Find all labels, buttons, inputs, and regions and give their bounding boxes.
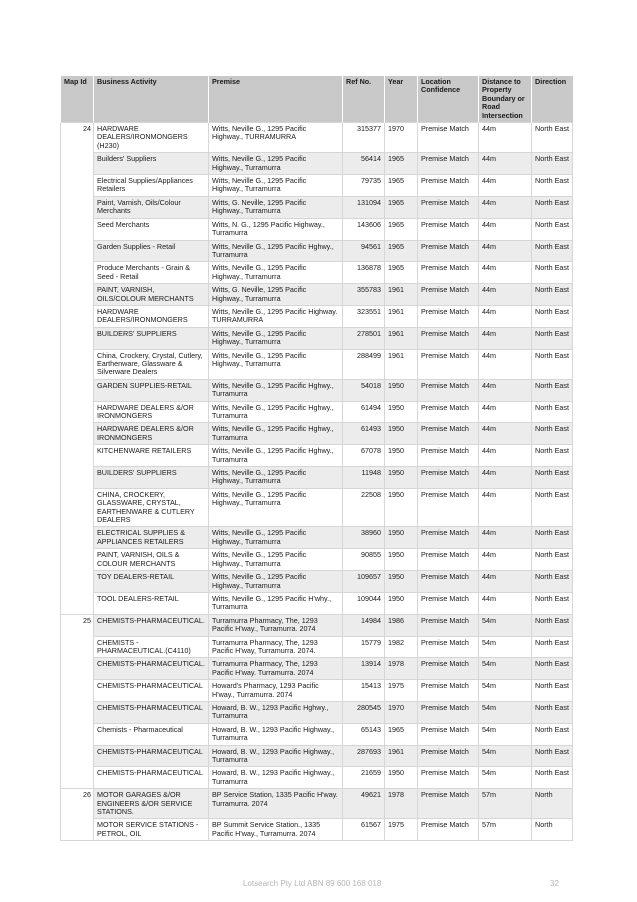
cell-ref-no: 11948	[343, 467, 385, 489]
cell-map-id	[61, 527, 94, 549]
table-row	[61, 196, 573, 218]
cell-premise: Witts, Neville G., 1295 Pacific Highway., Turramurra	[209, 527, 343, 549]
table-row	[61, 549, 573, 571]
cell-business-activity: Garden Supplies - Retail	[94, 240, 209, 262]
cell-ref-no: 67078	[343, 445, 385, 467]
cell-direction: North East	[532, 701, 573, 723]
cell-year: 1950	[385, 423, 418, 445]
cell-ref-no: 54018	[343, 379, 385, 401]
cell-year: 1970	[385, 123, 418, 153]
cell-year: 1978	[385, 658, 418, 680]
cell-premise: Witts, Neville G., 1295 Pacific Hghwy., Turramurra	[209, 240, 343, 262]
cell-distance: 44m	[479, 284, 532, 306]
cell-distance: 54m	[479, 658, 532, 680]
cell-business-activity: BUILDERS' SUPPLIERS	[94, 467, 209, 489]
cell-map-id	[61, 767, 94, 789]
cell-distance: 44m	[479, 175, 532, 197]
table-row	[61, 240, 573, 262]
cell-distance: 44m	[479, 153, 532, 175]
table-row	[61, 680, 573, 702]
cell-location-confidence: Premise Match	[418, 123, 479, 153]
cell-year: 1961	[385, 305, 418, 327]
cell-premise: Witts, Neville G., 1295 Pacific Highway., Turramurra	[209, 327, 343, 349]
cell-business-activity: Seed Merchants	[94, 218, 209, 240]
table-row	[61, 636, 573, 658]
table-row	[61, 305, 573, 327]
cell-premise: Witts, Neville G., 1295 Pacific Highway., Turramurra	[209, 153, 343, 175]
cell-location-confidence: Premise Match	[418, 262, 479, 284]
table-row	[61, 467, 573, 489]
cell-ref-no: 61494	[343, 401, 385, 423]
cell-premise: Turramurra Pharmacy, The, 1293 Pacific H'way, Turramurra. 2074.	[209, 636, 343, 658]
cell-direction: North East	[532, 196, 573, 218]
cell-location-confidence: Premise Match	[418, 379, 479, 401]
cell-ref-no: 287693	[343, 745, 385, 767]
cell-year: 1961	[385, 284, 418, 306]
cell-distance: 44m	[479, 592, 532, 614]
records-body	[61, 123, 573, 841]
cell-ref-no: 49621	[343, 789, 385, 819]
cell-location-confidence: Premise Match	[418, 284, 479, 306]
cell-distance: 44m	[479, 571, 532, 593]
cell-map-id: 26	[61, 789, 94, 819]
cell-premise: Witts, Neville G., 1295 Pacific Highway., TURRAMURRA	[209, 123, 343, 153]
cell-business-activity: TOOL DEALERS-RETAIL	[94, 592, 209, 614]
table-row	[61, 789, 573, 819]
cell-year: 1950	[385, 379, 418, 401]
cell-ref-no: 280545	[343, 701, 385, 723]
cell-location-confidence: Premise Match	[418, 240, 479, 262]
cell-direction: North East	[532, 549, 573, 571]
cell-map-id	[61, 218, 94, 240]
cell-year: 1950	[385, 592, 418, 614]
cell-location-confidence: Premise Match	[418, 218, 479, 240]
cell-business-activity: TOY DEALERS-RETAIL	[94, 571, 209, 593]
table-row	[61, 284, 573, 306]
footer-company: Lotsearch Pty Ltd ABN 89 600 168 018	[243, 879, 382, 888]
cell-ref-no: 65143	[343, 723, 385, 745]
cell-year: 1950	[385, 401, 418, 423]
cell-map-id	[61, 723, 94, 745]
cell-direction: North East	[532, 571, 573, 593]
cell-location-confidence: Premise Match	[418, 789, 479, 819]
cell-premise: Witts, Neville G., 1295 Pacific Highway., Turramurra	[209, 571, 343, 593]
cell-premise: Witts, Neville G., 1295 Pacific Highway., Turramurra	[209, 488, 343, 527]
cell-ref-no: 315377	[343, 123, 385, 153]
cell-premise: Witts, Neville G., 1295 Pacific Highway., Turramurra	[209, 262, 343, 284]
cell-location-confidence: Premise Match	[418, 701, 479, 723]
cell-year: 1950	[385, 767, 418, 789]
table-row	[61, 571, 573, 593]
page-number: 32	[550, 879, 559, 888]
cell-direction: North	[532, 789, 573, 819]
cell-year: 1975	[385, 819, 418, 841]
cell-premise: Witts, Neville G., 1295 Pacific Highway., Turramurra	[209, 349, 343, 379]
cell-map-id: 24	[61, 123, 94, 153]
cell-business-activity: CHEMISTS-PHARMACEUTICAL	[94, 701, 209, 723]
cell-premise: Witts, Neville G., 1295 Pacific Hghwy., Turramurra	[209, 379, 343, 401]
table-row	[61, 327, 573, 349]
cell-direction: North East	[532, 488, 573, 527]
cell-ref-no: 109044	[343, 592, 385, 614]
cell-location-confidence: Premise Match	[418, 658, 479, 680]
cell-map-id	[61, 379, 94, 401]
cell-map-id	[61, 745, 94, 767]
table-row	[61, 723, 573, 745]
cell-location-confidence: Premise Match	[418, 488, 479, 527]
cell-map-id	[61, 592, 94, 614]
cell-premise: Witts, Neville G., 1295 Pacific Highway. TURRAMURRA	[209, 305, 343, 327]
cell-direction: North East	[532, 680, 573, 702]
cell-premise: Howard, B. W., 1293 Pacific Highway., Turramurra	[209, 745, 343, 767]
cell-ref-no: 355783	[343, 284, 385, 306]
cell-map-id	[61, 701, 94, 723]
cell-business-activity: GARDEN SUPPLIES-RETAIL	[94, 379, 209, 401]
cell-premise: Witts, N. G., 1295 Pacific Highway., Turramurra	[209, 218, 343, 240]
cell-business-activity: Produce Merchants - Grain & Seed - Retail	[94, 262, 209, 284]
cell-map-id	[61, 305, 94, 327]
table-row	[61, 218, 573, 240]
cell-direction: North East	[532, 445, 573, 467]
cell-map-id	[61, 153, 94, 175]
cell-map-id	[61, 819, 94, 841]
cell-distance: 44m	[479, 305, 532, 327]
cell-distance: 54m	[479, 767, 532, 789]
cell-direction: North East	[532, 305, 573, 327]
cell-year: 1986	[385, 614, 418, 636]
table-row	[61, 445, 573, 467]
cell-year: 1950	[385, 467, 418, 489]
cell-distance: 44m	[479, 549, 532, 571]
cell-direction: North	[532, 819, 573, 841]
header-distance: Distance to Property Boundary or Road Intersection	[479, 76, 532, 123]
cell-map-id	[61, 196, 94, 218]
cell-direction: North East	[532, 723, 573, 745]
cell-location-confidence: Premise Match	[418, 636, 479, 658]
table-row	[61, 349, 573, 379]
cell-business-activity: ELECTRICAL SUPPLIES & APPLIANCES RETAILERS	[94, 527, 209, 549]
table-row	[61, 592, 573, 614]
cell-premise: BP Summit Service Station., 1335 Pacific H'way., Turramurra. 2074	[209, 819, 343, 841]
cell-ref-no: 323551	[343, 305, 385, 327]
cell-year: 1950	[385, 571, 418, 593]
cell-business-activity: HARDWARE DEALERS &/OR IRONMONGERS	[94, 401, 209, 423]
cell-location-confidence: Premise Match	[418, 745, 479, 767]
cell-map-id	[61, 262, 94, 284]
cell-ref-no: 56414	[343, 153, 385, 175]
table-row	[61, 153, 573, 175]
cell-map-id	[61, 401, 94, 423]
cell-premise: Turramurra Pharmacy, The, 1293 Pacific H'way. Turramurra. 2074	[209, 658, 343, 680]
cell-business-activity: Electrical Supplies/Appliances Retailers	[94, 175, 209, 197]
cell-ref-no: 22508	[343, 488, 385, 527]
cell-business-activity: China, Crockery, Crystal, Cutlery, Earthenware, Glassware & Silverware Dealers	[94, 349, 209, 379]
cell-premise: Witts, Neville G., 1295 Pacific H'why., Turramurra	[209, 592, 343, 614]
cell-ref-no: 14984	[343, 614, 385, 636]
cell-business-activity: CHINA, CROCKERY, GLASSWARE, CRYSTAL, EARTHENWARE & CUTLERY DEALERS	[94, 488, 209, 527]
cell-distance: 44m	[479, 379, 532, 401]
cell-year: 1965	[385, 218, 418, 240]
cell-business-activity: PAINT, VARNISH, OILS/COLOUR MERCHANTS	[94, 284, 209, 306]
cell-premise: Howard, B. W., 1293 Pacific Hghwy., Turramurra	[209, 701, 343, 723]
cell-distance: 44m	[479, 527, 532, 549]
header-business-activity: Business Activity	[94, 76, 209, 123]
cell-ref-no: 38960	[343, 527, 385, 549]
cell-direction: North East	[532, 745, 573, 767]
cell-location-confidence: Premise Match	[418, 723, 479, 745]
cell-premise: Witts, Neville G., 1295 Pacific Highway., Turramurra	[209, 467, 343, 489]
cell-location-confidence: Premise Match	[418, 680, 479, 702]
cell-direction: North East	[532, 240, 573, 262]
cell-year: 1965	[385, 196, 418, 218]
cell-location-confidence: Premise Match	[418, 614, 479, 636]
cell-map-id	[61, 571, 94, 593]
cell-map-id	[61, 240, 94, 262]
cell-direction: North East	[532, 284, 573, 306]
cell-direction: North East	[532, 401, 573, 423]
table-header-row	[61, 76, 573, 123]
cell-year: 1950	[385, 488, 418, 527]
cell-ref-no: 288499	[343, 349, 385, 379]
cell-location-confidence: Premise Match	[418, 175, 479, 197]
cell-year: 1950	[385, 445, 418, 467]
cell-distance: 57m	[479, 819, 532, 841]
cell-business-activity: HARDWARE DEALERS/IRONMONGERS	[94, 305, 209, 327]
cell-year: 1975	[385, 680, 418, 702]
cell-year: 1982	[385, 636, 418, 658]
table-row	[61, 488, 573, 527]
cell-premise: Witts, Neville G., 1295 Pacific Highway., Turramurra	[209, 549, 343, 571]
header-ref-no: Ref No.	[343, 76, 385, 123]
cell-ref-no: 13914	[343, 658, 385, 680]
header-premise: Premise	[209, 76, 343, 123]
cell-business-activity: PAINT, VARNISH, OILS & COLOUR MERCHANTS	[94, 549, 209, 571]
cell-premise: Witts, Neville G., 1295 Pacific Hghwy., Turramurra	[209, 401, 343, 423]
cell-premise: Witts, Neville G., 1295 Pacific Highway., Turramurra	[209, 175, 343, 197]
cell-ref-no: 278501	[343, 327, 385, 349]
records-table	[60, 76, 573, 841]
cell-premise: Witts, Neville G., 1295 Pacific Hghwy., Turramurra	[209, 445, 343, 467]
cell-location-confidence: Premise Match	[418, 819, 479, 841]
cell-business-activity: BUILDERS' SUPPLIERS	[94, 327, 209, 349]
cell-direction: North East	[532, 379, 573, 401]
cell-distance: 44m	[479, 445, 532, 467]
cell-location-confidence: Premise Match	[418, 445, 479, 467]
cell-business-activity: HARDWARE DEALERS/IRONMONGERS (H230)	[94, 123, 209, 153]
cell-location-confidence: Premise Match	[418, 592, 479, 614]
cell-distance: 44m	[479, 262, 532, 284]
cell-ref-no: 61493	[343, 423, 385, 445]
cell-direction: North East	[532, 467, 573, 489]
cell-year: 1965	[385, 153, 418, 175]
cell-location-confidence: Premise Match	[418, 401, 479, 423]
cell-distance: 44m	[479, 423, 532, 445]
cell-map-id	[61, 445, 94, 467]
header-location-confidence: Location Confidence	[418, 76, 479, 123]
cell-direction: North East	[532, 218, 573, 240]
cell-premise: Witts, G. Neville, 1295 Pacific Highway., Turramurra	[209, 196, 343, 218]
cell-business-activity: Paint, Varnish, Oils/Colour Merchants	[94, 196, 209, 218]
cell-business-activity: CHEMISTS-PHARMACEUTICAL	[94, 767, 209, 789]
cell-business-activity: CHEMISTS-PHARMACEUTICAL	[94, 745, 209, 767]
cell-map-id	[61, 467, 94, 489]
cell-year: 1965	[385, 723, 418, 745]
cell-distance: 54m	[479, 680, 532, 702]
cell-direction: North East	[532, 153, 573, 175]
cell-location-confidence: Premise Match	[418, 527, 479, 549]
cell-ref-no: 15413	[343, 680, 385, 702]
table-row	[61, 614, 573, 636]
cell-business-activity: MOTOR GARAGES &/OR ENGINEERS &/OR SERVICE STATIONS.	[94, 789, 209, 819]
cell-ref-no: 79735	[343, 175, 385, 197]
cell-year: 1970	[385, 701, 418, 723]
cell-year: 1961	[385, 349, 418, 379]
cell-distance: 44m	[479, 349, 532, 379]
cell-premise: Witts, G. Neville, 1295 Pacific Highway., Turramurra	[209, 284, 343, 306]
cell-year: 1965	[385, 175, 418, 197]
cell-ref-no: 94561	[343, 240, 385, 262]
cell-map-id	[61, 349, 94, 379]
cell-distance: 44m	[479, 401, 532, 423]
cell-direction: North East	[532, 767, 573, 789]
cell-business-activity: CHEMISTS-PHARMACEUTICAL.	[94, 614, 209, 636]
cell-map-id	[61, 175, 94, 197]
cell-business-activity: CHEMISTS-PHARMACEUTICAL	[94, 680, 209, 702]
cell-distance: 44m	[479, 218, 532, 240]
cell-location-confidence: Premise Match	[418, 153, 479, 175]
cell-year: 1950	[385, 527, 418, 549]
cell-business-activity: HARDWARE DEALERS &/OR IRONMONGERS	[94, 423, 209, 445]
cell-location-confidence: Premise Match	[418, 549, 479, 571]
cell-distance: 54m	[479, 701, 532, 723]
table-row	[61, 745, 573, 767]
cell-location-confidence: Premise Match	[418, 423, 479, 445]
cell-direction: North East	[532, 175, 573, 197]
cell-location-confidence: Premise Match	[418, 327, 479, 349]
cell-distance: 54m	[479, 614, 532, 636]
cell-distance: 54m	[479, 723, 532, 745]
header-map-id: Map Id	[61, 76, 94, 123]
table-row	[61, 262, 573, 284]
table-row	[61, 401, 573, 423]
cell-premise: BP Service Station, 1335 Pacific H'way. Turramurra. 2074	[209, 789, 343, 819]
cell-ref-no: 90855	[343, 549, 385, 571]
cell-location-confidence: Premise Match	[418, 467, 479, 489]
cell-distance: 54m	[479, 745, 532, 767]
cell-direction: North East	[532, 658, 573, 680]
cell-location-confidence: Premise Match	[418, 571, 479, 593]
cell-business-activity: Builders' Suppliers	[94, 153, 209, 175]
table-row	[61, 175, 573, 197]
cell-map-id	[61, 636, 94, 658]
cell-business-activity: KITCHENWARE RETAILERS	[94, 445, 209, 467]
cell-distance: 44m	[479, 240, 532, 262]
cell-location-confidence: Premise Match	[418, 196, 479, 218]
header-year: Year	[385, 76, 418, 123]
cell-location-confidence: Premise Match	[418, 767, 479, 789]
cell-premise: Howard, B. W., 1293 Pacific Highway., Turramurra	[209, 723, 343, 745]
cell-location-confidence: Premise Match	[418, 349, 479, 379]
cell-year: 1965	[385, 262, 418, 284]
cell-direction: North East	[532, 614, 573, 636]
cell-year: 1978	[385, 789, 418, 819]
table-row	[61, 423, 573, 445]
cell-distance: 44m	[479, 327, 532, 349]
cell-premise: Witts, Neville G., 1295 Pacific Hghwy., Turramurra	[209, 423, 343, 445]
cell-direction: North East	[532, 349, 573, 379]
cell-direction: North East	[532, 123, 573, 153]
cell-ref-no: 109657	[343, 571, 385, 593]
cell-distance: 44m	[479, 196, 532, 218]
cell-map-id	[61, 658, 94, 680]
cell-ref-no: 61567	[343, 819, 385, 841]
cell-ref-no: 131094	[343, 196, 385, 218]
cell-distance: 57m	[479, 789, 532, 819]
cell-ref-no: 136878	[343, 262, 385, 284]
cell-premise: Howard's Pharmacy, 1293 Pacific H'way., Turramurra. 2074	[209, 680, 343, 702]
cell-business-activity: CHEMISTS - PHARMACEUTICAL.(C4110)	[94, 636, 209, 658]
table-row	[61, 767, 573, 789]
table-row	[61, 527, 573, 549]
table-row	[61, 819, 573, 841]
cell-map-id	[61, 327, 94, 349]
cell-year: 1950	[385, 549, 418, 571]
cell-map-id	[61, 284, 94, 306]
cell-business-activity: CHEMISTS-PHARMACEUTICAL.	[94, 658, 209, 680]
cell-ref-no: 21659	[343, 767, 385, 789]
table-row	[61, 658, 573, 680]
cell-direction: North East	[532, 423, 573, 445]
cell-distance: 54m	[479, 636, 532, 658]
cell-year: 1961	[385, 327, 418, 349]
cell-map-id	[61, 549, 94, 571]
cell-map-id: 25	[61, 614, 94, 636]
cell-year: 1961	[385, 745, 418, 767]
cell-ref-no: 143606	[343, 218, 385, 240]
cell-direction: North East	[532, 527, 573, 549]
cell-distance: 44m	[479, 123, 532, 153]
cell-direction: North East	[532, 592, 573, 614]
cell-direction: North East	[532, 327, 573, 349]
cell-direction: North East	[532, 636, 573, 658]
cell-business-activity: Chemists - Pharmaceutical	[94, 723, 209, 745]
cell-location-confidence: Premise Match	[418, 305, 479, 327]
cell-distance: 44m	[479, 467, 532, 489]
cell-year: 1965	[385, 240, 418, 262]
table-row	[61, 123, 573, 153]
cell-map-id	[61, 680, 94, 702]
cell-premise: Turramurra Pharmacy, The, 1293 Pacific H'way., Turramurra. 2074	[209, 614, 343, 636]
cell-distance: 44m	[479, 488, 532, 527]
cell-premise: Howard, B. W., 1293 Pacific Highway., Turramurra	[209, 767, 343, 789]
cell-map-id	[61, 423, 94, 445]
cell-direction: North East	[532, 262, 573, 284]
table-row	[61, 379, 573, 401]
cell-map-id	[61, 488, 94, 527]
header-direction: Direction	[532, 76, 573, 123]
cell-ref-no: 15779	[343, 636, 385, 658]
cell-business-activity: MOTOR SERVICE STATIONS - PETROL, OIL	[94, 819, 209, 841]
table-row	[61, 701, 573, 723]
